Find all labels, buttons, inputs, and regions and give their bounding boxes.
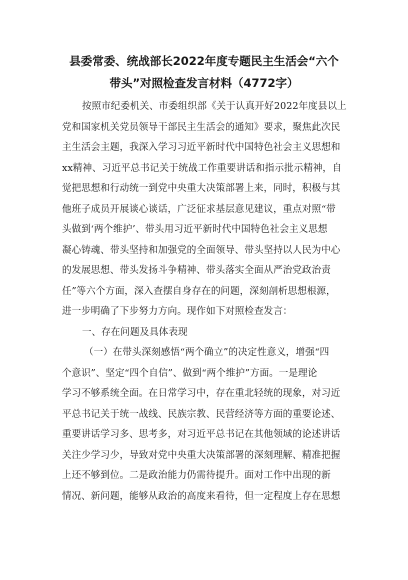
paragraph-line: 觉把思想和行动统一到党中央重大决策部署上来，同时，积极与其 (62, 183, 341, 194)
paragraph-line: 凝心铸魂、带头坚持和加强党的全面领导、带头坚持以人民为中心 (62, 244, 341, 256)
paragraph-line: 头做到‘两个维护’、带头用习近平新时代中国特色社会主义思想 (62, 224, 328, 235)
paragraph-line: 关注少学习少，导致对党中央重大决策部署的深刻理解、精准把握 (62, 449, 341, 461)
paragraph-line: 上还不够到位。二是政治能力仍需待提升。面对工作中出现的新 (62, 470, 331, 481)
paragraph-line: 任”等六个方面，深入查摆自身存在的问题，深刻剖析思想根源， (62, 285, 336, 297)
section-heading: 一、存在问题及具体表现 (82, 326, 188, 338)
paragraph-line: 的发展思想、带头发扬斗争精神、带头落实全面从严治党政治责 (62, 265, 331, 276)
paragraph-line: 他班子成员开展谈心谈话，广泛征求基层意见建议，重点对照“带 (62, 203, 336, 215)
paragraph-line: （一）在带头深刻感悟“两个确立”的决定性意义，增强“四 (84, 347, 330, 358)
paragraph-line: xx精神、习近平总书记关于统战工作重要讲话和指示批示精神，自 (62, 162, 342, 174)
title-line: 县委常委、统战部长2022年度专题民主生活会“六个 (69, 54, 339, 68)
paragraph-line: 进一步明确了下步努力方向。现作如下对照检查发言： (62, 306, 293, 317)
paragraph-line: 重要讲话学习多、思考多，对习近平总书记在其他领域的论述讲话 (62, 429, 341, 440)
paragraph-line: 党和国家机关党员领导干部民主生活会的通知》要求，聚焦此次民 (62, 121, 341, 133)
title-line: 带头”对照检查发言材料（4772字） (109, 76, 299, 90)
paragraph-line: 个意识”、坚定“四个自信”、做到“两个维护”方面。一是理论 (62, 367, 318, 379)
paragraph-line: 情况、新问题，能够从政治的高度来看待，但一定程度上存在思想 (62, 490, 341, 502)
paragraph-line: 平总书记关于统一战线、民族宗教、民营经济等方面的重要论述、 (62, 408, 341, 420)
document-body (62, 97, 352, 507)
paragraph-line: 学习不够系统全面。在日常学习中，存在重北轻统的现象，对习近 (62, 388, 341, 399)
document-title (40, 50, 368, 94)
paragraph-line: 主生活会主题，我深入学习习近平新时代中国特色社会主义思想和 (62, 142, 341, 153)
paragraph-line: 按照市纪委机关、市委组织部《关于认真开好2022年度县以上 (82, 101, 347, 112)
